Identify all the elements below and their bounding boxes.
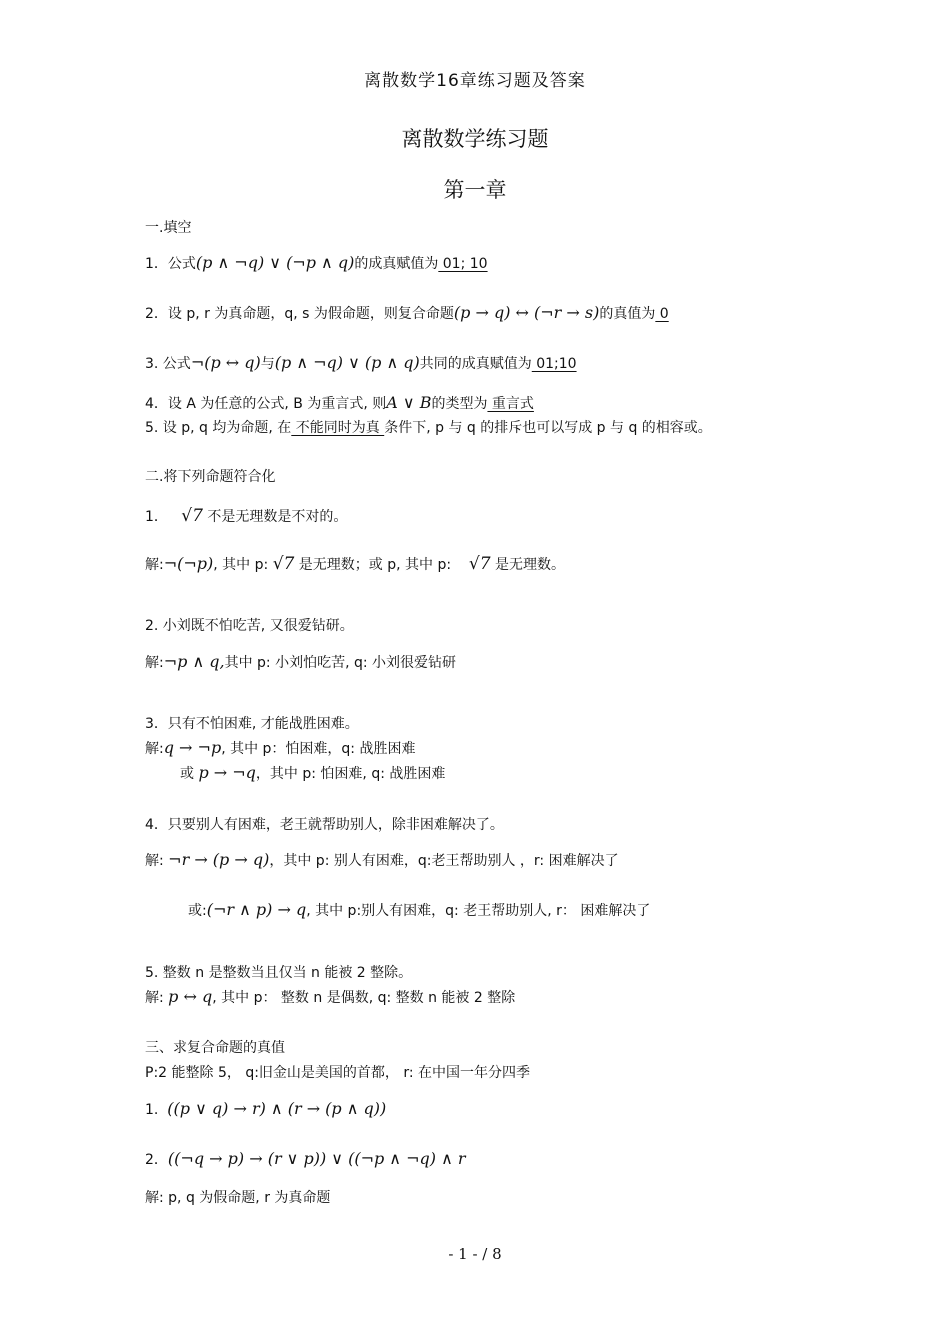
s1-q4-mid: 的类型为 bbox=[431, 396, 488, 412]
s3-q2-num: 2． bbox=[145, 1152, 168, 1168]
section3-heading: 三、求复合命题的真值 bbox=[145, 1040, 285, 1056]
chapter-title: 第一章 bbox=[443, 178, 507, 202]
main-title: 离散数学练习题 bbox=[401, 127, 549, 151]
s2-a3b bbox=[180, 763, 445, 784]
s1-q1 bbox=[145, 253, 488, 274]
s2-a1-prefix: 解: bbox=[145, 557, 164, 573]
s1-q3-formula2: (p ∧ ¬q) ∨ (p ∧ q) bbox=[274, 353, 420, 372]
s3-given: P:2 能整除 5， q:旧金山是美国的首都， r: 在中国一年分四季 bbox=[145, 1065, 531, 1081]
s2-a4b-prefix: 或: bbox=[188, 903, 207, 919]
s1-q3-formula1: ¬(p ↔ q) bbox=[190, 353, 261, 372]
s1-q1-formula: (p ∧ ¬q) ∨ (¬p ∧ q) bbox=[195, 253, 355, 272]
s3-q2 bbox=[145, 1149, 466, 1170]
s2-q1-num: 1． bbox=[145, 509, 168, 525]
s1-q2-formula: (p → q) ↔ (¬r → s) bbox=[453, 303, 600, 322]
s1-q3 bbox=[145, 353, 577, 374]
s2-a1-t2: 是无理数；或 p, 其中 p: bbox=[298, 557, 452, 573]
s2-a4b-formula: (¬r ∧ p) → q bbox=[206, 900, 307, 919]
s2-a1-sqrt2: √7 bbox=[468, 554, 491, 574]
s2-q3: 3．只有不怕困难, 才能战胜困难。 bbox=[145, 716, 359, 732]
s2-a4b bbox=[188, 900, 650, 921]
s2-a4 bbox=[145, 850, 619, 871]
s3-q1-num: 1. bbox=[145, 1102, 159, 1118]
s1-q3-yu: 与 bbox=[260, 356, 275, 372]
s3-answer: 解: p, q 为假命题, r 为真命题 bbox=[145, 1190, 331, 1206]
s2-q2: 2. 小刘既不怕吃苦, 又很爱钻研。 bbox=[145, 618, 354, 634]
s1-q5-answer: 不能同时为真 bbox=[291, 420, 385, 436]
s2-a3-formula: q → ¬p bbox=[163, 738, 222, 757]
s2-a4-prefix: 解: bbox=[145, 853, 164, 869]
s2-a2-formula: ¬p ∧ q, bbox=[163, 652, 225, 671]
s1-q2-mid: 的真值为 bbox=[599, 306, 656, 322]
s2-a1-sqrt1: √7 bbox=[272, 554, 295, 574]
s3-q1-formula: ((p ∨ q) → r) ∧ (r → (p ∧ q)) bbox=[167, 1099, 387, 1118]
s2-a4-formula: ¬r → (p → q) bbox=[168, 850, 270, 869]
s2-a4-t1: ，其中 p: 别人有困难，q:老王帮助别人 ，r: 困难解决了 bbox=[269, 853, 619, 869]
section2-heading: 二.将下列命题符合化 bbox=[145, 469, 276, 485]
s2-a3b-t1: ，其中 p: 怕困难, q: 战胜困难 bbox=[255, 766, 446, 782]
s2-q1-sqrt: √7 bbox=[181, 506, 203, 526]
s1-q5-suffix: 条件下, p 与 q 的排斥也可以写成 p 与 q 的相容或。 bbox=[384, 420, 712, 436]
s1-q1-answer: 01; 10 bbox=[438, 256, 488, 272]
s1-q1-prefix: 1．公式 bbox=[145, 256, 196, 272]
s2-q1 bbox=[145, 506, 347, 527]
s2-a3 bbox=[145, 738, 415, 759]
s1-q4-answer: 重言式 bbox=[487, 396, 534, 412]
s2-a1-t1: , 其中 p: bbox=[213, 557, 269, 573]
s2-q4: 4．只要别人有困难，老王就帮助别人，除非困难解决了。 bbox=[145, 817, 504, 833]
s1-q2-prefix: 2．设 p, r 为真命题，q, s 为假命题，则复合命题 bbox=[145, 306, 454, 322]
s2-a2-prefix: 解: bbox=[145, 655, 164, 671]
s2-a1-t3: 是无理数。 bbox=[495, 557, 566, 573]
doc-header-title: 离散数学16章练习题及答案 bbox=[364, 71, 586, 91]
s1-q3-prefix: 3. 公式 bbox=[145, 356, 191, 372]
s3-q1 bbox=[145, 1099, 386, 1120]
s1-q2-answer: 0 bbox=[655, 306, 669, 322]
s1-q4-prefix: 4．设 A 为任意的公式, B 为重言式, 则 bbox=[145, 396, 387, 412]
s2-a3-prefix: 解: bbox=[145, 741, 164, 757]
s3-q2-formula: ((¬q → p) → (r ∨ p)) ∨ ((¬p ∧ ¬q) ∧ r bbox=[167, 1149, 466, 1168]
s1-q3-mid: 共同的成真赋值为 bbox=[419, 356, 532, 372]
s1-q4-formula: A ∨ B bbox=[386, 393, 432, 412]
s2-a5-formula: p ↔ q bbox=[168, 987, 213, 1006]
s2-a3b-formula: p → ¬q bbox=[198, 763, 256, 782]
s2-a1 bbox=[145, 554, 565, 575]
section1-heading: 一.填空 bbox=[145, 220, 192, 236]
s2-a3b-prefix: 或 bbox=[180, 766, 194, 782]
s1-q2 bbox=[145, 303, 669, 324]
s1-q3-answer: 01;10 bbox=[531, 356, 577, 372]
s2-a2 bbox=[145, 652, 456, 673]
s2-a5-prefix: 解: bbox=[145, 990, 164, 1006]
s1-q4 bbox=[145, 393, 534, 414]
page-number: - 1 - / 8 bbox=[448, 1245, 502, 1263]
s2-a4b-t1: , 其中 p:别人有困难，q: 老王帮助别人, r： 困难解决了 bbox=[306, 903, 651, 919]
s2-q5: 5. 整数 n 是整数当且仅当 n 能被 2 整除。 bbox=[145, 965, 413, 981]
s1-q5 bbox=[145, 418, 712, 438]
s1-q5-prefix: 5. 设 p, q 均为命题, 在 bbox=[145, 420, 292, 436]
s2-a2-t1: 其中 p: 小刘怕吃苦, q: 小刘很爱钻研 bbox=[224, 655, 457, 671]
s2-a5-t1: , 其中 p： 整数 n 是偶数, q: 整数 n 能被 2 整除 bbox=[212, 990, 516, 1006]
s2-a5 bbox=[145, 987, 515, 1008]
s2-q1-text: 不是无理数是不对的。 bbox=[207, 509, 348, 525]
s2-a1-formula: ¬(¬p) bbox=[163, 554, 214, 573]
s1-q1-mid: 的成真赋值为 bbox=[354, 256, 439, 272]
s2-a3-t1: , 其中 p：怕困难，q: 战胜困难 bbox=[221, 741, 416, 757]
